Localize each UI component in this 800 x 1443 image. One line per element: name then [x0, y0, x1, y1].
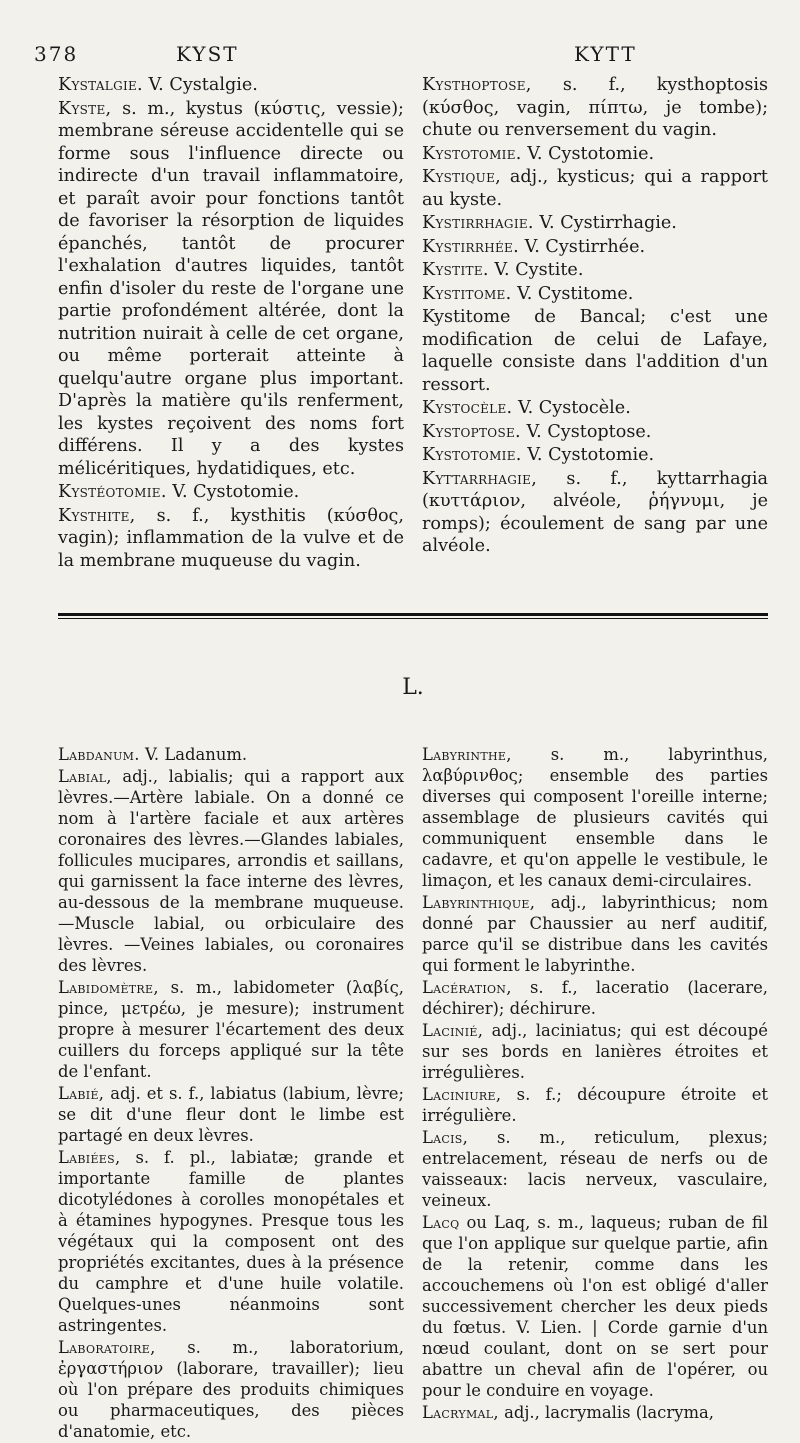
entry-text: V. Cystotomie.	[521, 445, 655, 465]
dictionary-entry	[422, 1127, 768, 1211]
entry-text: s. m., kystus (κύστις, vessie); membrane séreuse accidentelle qui se forme sous l'influence directe ou indirecte d'un travail inflammatoire, et paraît avoir pour fonctions tantôt de favoriser la résorption de liquides épanchés, tantôt de procurer l'exhalation d'autres liquides, tantôt enfin d'isoler du reste de l'organe une partie profondément altérée, dont la nutrition nuirait à celle de cet organe, ou même porterait atteinte à quelqu'autre organe plus important. D'après la matière qu'ils renferment, les kystes reçoivent des noms fort différens. Il y a des kystes mélicéritiques, hydatidiques, etc.	[58, 98, 404, 479]
entry-headword: Kysthoptose,	[422, 75, 532, 95]
dictionary-entry	[422, 444, 768, 467]
dictionary-entry	[58, 1147, 404, 1336]
running-header	[34, 42, 768, 74]
entry-text: s. f., laceratio (lacerare, déchirer); déchirure.	[422, 978, 768, 1018]
entry-headword: Kystotomie.	[422, 143, 522, 164]
entry-text: V. Cystoptose.	[520, 421, 652, 442]
entry-headword: Kystoptose.	[422, 421, 521, 442]
section-letter: L.	[402, 675, 424, 700]
entry-text: adj., labyrinthicus; nom donné par Chaussier au nerf auditif, parce qu'il se distribue dans les cavités qui forment le labyrinthe.	[422, 893, 768, 975]
entry-headword: Kyste,	[58, 98, 112, 119]
section-rule-thick	[58, 613, 768, 616]
bottom-left-column	[58, 744, 404, 1443]
entry-text: s. f., kyttarrhagia (κυττάριον, alvéole, ῥήγνυμι, je romps); écoulement de sang par une alvéole.	[422, 468, 768, 556]
dictionary-entry	[422, 397, 768, 420]
entry-text: adj., lacrymalis (lacryma,	[498, 1403, 714, 1422]
dictionary-entry	[58, 977, 404, 1082]
dictionary-entry	[58, 98, 404, 481]
entry-text: V. Cystirrhagie.	[533, 213, 677, 233]
header-left-word: KYST	[176, 42, 239, 66]
dictionary-entry	[58, 766, 404, 976]
entry-headword: Laciniure,	[422, 1085, 502, 1104]
dictionary-entry	[58, 744, 404, 765]
dictionary-entry	[422, 143, 768, 166]
entry-headword: Kyttarrhagie,	[422, 468, 538, 489]
entry-headword: Labial,	[58, 767, 112, 786]
bottom-right-column	[422, 744, 768, 1443]
entry-text: s. m., labyrinthus, λαβύρινθος; ensemble des parties diverses qui composent l'oreille interne; assemblage de plusieurs cavités qui communiquent ensemble dans le cadavre, et qu'on appelle le vestibule, le limaçon, et les canaux demi-circulaires.	[422, 745, 768, 890]
dictionary-entry	[422, 1020, 768, 1083]
entry-text: Kystitome de Bancal; c'est une modification de celui de Lafaye, laquelle consiste dans l'addition d'un ressort.	[422, 307, 768, 395]
top-section	[58, 74, 768, 573]
dictionary-entry	[422, 236, 768, 259]
dictionary-entry	[422, 468, 768, 558]
dictionary-entry	[422, 212, 768, 235]
dictionary-entry	[422, 421, 768, 444]
entry-headword: Kystique,	[422, 167, 502, 187]
dictionary-entry	[422, 283, 768, 306]
entry-text: V. Cystitome.	[511, 283, 634, 304]
dictionary-entry	[422, 977, 768, 1019]
entry-text: s. m., labidometer (λαβίς, pince, μετρέω, je mesure); instrument propre à mesurer l'écartement des deux cuillers du forceps appliqué sur la tête de l'enfant.	[58, 978, 404, 1081]
dictionary-entry	[422, 1084, 768, 1126]
page-number: 378	[34, 42, 79, 66]
entry-text: ou Laq, s. m., laqueus; ruban de fil que l'on applique sur quelque partie, afin de la retenir, comme dans les accouchemens où l'on est obligé d'aller successivement chercher les deux pieds du fœtus. V. Lien. | Corde garnie d'un nœud coulant, dont on se sert pour abattre un cheval afin de l'opérer, ou pour le conduire en voyage.	[422, 1213, 768, 1400]
entry-text: V. Ladanum.	[139, 745, 248, 764]
dictionary-entry	[58, 1083, 404, 1146]
dictionary-entry	[422, 74, 768, 142]
entry-text: V. Cystotomie.	[521, 143, 655, 164]
dictionary-entry	[58, 74, 404, 97]
entry-text: adj. et s. f., labiatus (labium, lèvre; se dit d'une fleur dont le limbe est partagé en deux lèvres.	[58, 1084, 404, 1145]
dictionary-entry	[422, 1212, 768, 1401]
dictionary-entry	[58, 481, 404, 504]
entry-headword: Lacinié,	[422, 1021, 484, 1040]
entry-text: V. Cystite.	[488, 260, 584, 280]
entry-text: adj., kysticus; qui a rapport au kyste.	[422, 167, 768, 210]
entry-text: V. Cystirrhée.	[518, 236, 646, 257]
entry-headword: Kystite.	[422, 260, 489, 280]
entry-headword: Lacrymal,	[422, 1403, 499, 1422]
entry-headword: Labdanum.	[58, 745, 140, 764]
dictionary-entry	[422, 892, 768, 976]
entry-headword: Lacq	[422, 1213, 460, 1232]
entry-headword: Kysthite,	[58, 505, 136, 526]
bottom-section	[58, 744, 768, 1443]
entry-text: s. f.; découpure étroite et irrégulière.	[422, 1085, 768, 1125]
dictionary-entry	[422, 744, 768, 891]
entry-headword: Kystalgie.	[58, 75, 143, 95]
dictionary-entry	[58, 1337, 404, 1442]
entry-headword: Labyrinthe,	[422, 745, 512, 764]
dictionary-entry	[422, 259, 768, 282]
dictionary-entry	[422, 306, 768, 396]
entry-text: s. f. pl., labiatæ; grande et importante famille de plantes dicotylédones à corolles monopétales et à étamines hypogynes. Presque tous les végétaux qui la composent ont des propriétés excitantes, dues à la présence du camphre et d'une huile volatile. Quelques-unes néanmoins sont astringentes.	[58, 1148, 404, 1335]
dictionary-entry	[58, 505, 404, 573]
entry-headword: Labié,	[58, 1084, 105, 1103]
dictionary-entry	[422, 166, 768, 211]
entry-text: V. Cystalgie.	[142, 75, 258, 95]
entry-headword: Kystirrhagie.	[422, 213, 534, 233]
entry-text: s. m., reticulum, plexus; entrelacement, réseau de nerfs ou de vaisseaux: lacis nerveux, vasculaire, veineux.	[422, 1128, 768, 1210]
entry-headword: Kystocèle.	[422, 398, 513, 418]
entry-headword: Lacération,	[422, 978, 512, 997]
entry-headword: Lacis,	[422, 1128, 469, 1147]
entry-text: V. Cystotomie.	[166, 482, 300, 502]
entry-text: adj., laciniatus; qui est découpé sur ses bords en lanières étroites et irrégulières.	[422, 1021, 768, 1082]
top-right-column	[422, 74, 768, 573]
entry-text: V. Cystocèle.	[512, 398, 631, 418]
entry-headword: Kystéotomie.	[58, 482, 167, 502]
top-left-column	[58, 74, 404, 573]
header-right-word: KYTT	[574, 42, 637, 66]
entry-text: s. f., kysthitis (κύσθος, vagin); inflammation de la vulve et de la membrane muqueuse du vagin.	[58, 505, 404, 571]
entry-headword: Labyrinthique,	[422, 893, 536, 912]
section-rule-thin	[58, 618, 768, 619]
entry-headword: Labidomètre,	[58, 978, 159, 997]
entry-headword: Laboratoire,	[58, 1338, 156, 1357]
entry-headword: Labiées,	[58, 1148, 121, 1167]
entry-text: s. f., kysthoptosis (κύσθος, vagin, πίπτω, je tombe); chute ou renversement du vagin.	[422, 75, 768, 140]
entry-headword: Kystitome.	[422, 283, 512, 304]
entry-text: s. m., laboratorium, ἐργαστήριον (laborare, travailler); lieu où l'on prépare des produits chimiques ou pharmaceutiques, des pièces d'anatomie, etc.	[58, 1338, 404, 1441]
entry-headword: Kystirrhée.	[422, 236, 519, 257]
entry-text: adj., labialis; qui a rapport aux lèvres.—Artère labiale. On a donné ce nom à l'artère faciale et aux artères coronaires des lèvres.—Glandes labiales, follicules mucipares, arrondis et saillans, qui garnissent la face interne des lèvres, au-dessous de la membrane muqueuse. —Muscle labial, ou orbiculaire des lèvres. —Veines labiales, ou coronaires des lèvres.	[58, 767, 404, 975]
dictionary-entry	[422, 1402, 768, 1423]
entry-headword: Kystotomie.	[422, 445, 522, 465]
